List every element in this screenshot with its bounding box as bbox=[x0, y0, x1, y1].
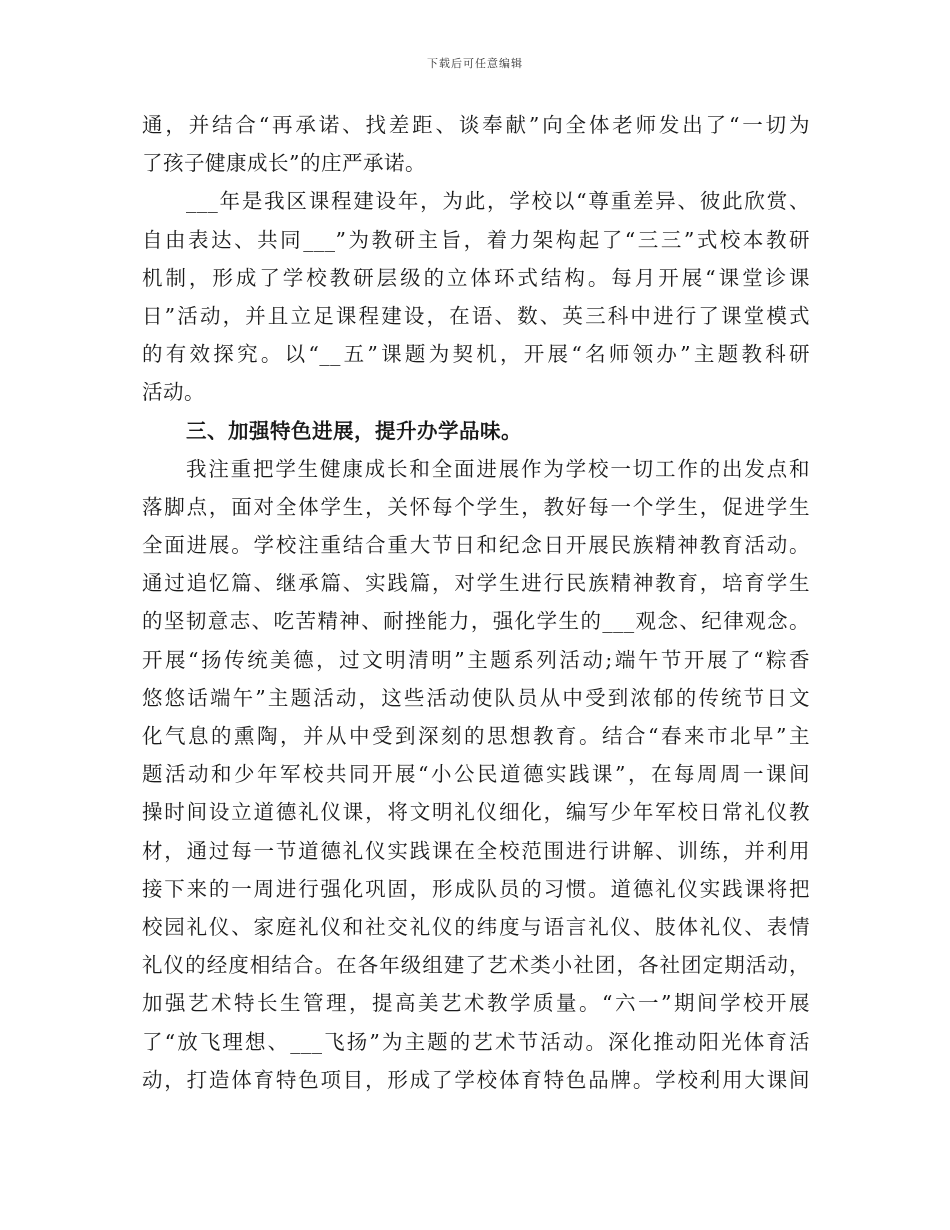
text-line: 全面进展。学校注重结合重大节日和纪念日开展民族精神教育活动。 bbox=[142, 533, 810, 558]
text-line: 化气息的熏陶，并从中受到深刻的思想教育。结合“春来市北早”主 bbox=[142, 724, 810, 748]
text-line: 的坚韧意志、吃苦精神、耐挫能力，强化学生的___观念、纪律观念。 bbox=[142, 609, 810, 634]
text-line: 礼仪的经度相结合。在各年级组建了艺术类小社团，各社团定期活动， bbox=[142, 953, 810, 978]
text-line: 材，通过每一节道德礼仪实践课在全校范围进行讲解、训练，并利用 bbox=[142, 838, 810, 863]
text-line: 题活动和少年军校共同开展“小公民道德实践课”，在每周周一课间 bbox=[142, 762, 810, 787]
text-line: 机制，形成了学校教研层级的立体环式结构。每月开展“课堂诊课 bbox=[142, 265, 810, 290]
text-line: 开展“扬传统美德，过文明清明”主题系列活动;端午节开展了“粽香 bbox=[142, 647, 810, 672]
text-line: 加强艺术特长生管理，提高美艺术教学质量。“六一”期间学校开展 bbox=[142, 991, 810, 1016]
text-line: 日”活动，并且立足课程建设，在语、数、英三科中进行了课堂模式 bbox=[142, 303, 810, 328]
text-line: 操时间设立道德礼仪课，将文明礼仪细化，编写少年军校日常礼仪教 bbox=[142, 800, 810, 825]
text-line: 动，打造体育特色项目，形成了学校体育特色品牌。学校利用大课间 bbox=[142, 1067, 810, 1092]
text-line: 了孩子健康成长”的庄严承诺。 bbox=[142, 151, 426, 176]
text-line: 校园礼仪、家庭礼仪和社交礼仪的纬度与语言礼仪、肢体礼仪、表情 bbox=[142, 914, 810, 939]
text-line: 我注重把学生健康成长和全面进展作为学校一切工作的出发点和 bbox=[186, 456, 810, 481]
text-line: 活动。 bbox=[142, 380, 205, 405]
text-line: 通，并结合“再承诺、找差距、谈奉献”向全体老师发出了“一切为 bbox=[142, 113, 810, 137]
text-line: 落脚点，面对全体学生，关怀每个学生，教好每一个学生，促进学生 bbox=[142, 494, 810, 519]
text-line: 通过追忆篇、继承篇、实践篇，对学生进行民族精神教育，培育学生 bbox=[142, 571, 810, 596]
text-line: 悠悠话端午”主题活动，这些活动使队员从中受到浓郁的传统节日文 bbox=[142, 685, 810, 710]
section-heading: 三、加强特色进展，提升办学品味。 bbox=[186, 418, 522, 443]
text-line: 自由表达、共同___”为教研主旨，着力架构起了“三三”式校本教研 bbox=[142, 227, 810, 252]
text-line: 接下来的一周进行强化巩固，形成队员的习惯。道德礼仪实践课将把 bbox=[142, 876, 810, 901]
text-line: 了“放飞理想、___飞扬”为主题的艺术节活动。深化推动阳光体育活 bbox=[142, 1029, 810, 1054]
text-line: 的有效探究。以“__五”课题为契机，开展“名师领办”主题教科研 bbox=[142, 342, 810, 367]
page-header: 下载后可任意编辑 bbox=[427, 57, 523, 70]
text-line: ___年是我区课程建设年，为此，学校以“尊重差异、彼此欣赏、 bbox=[186, 189, 810, 214]
document-body bbox=[142, 106, 810, 1099]
